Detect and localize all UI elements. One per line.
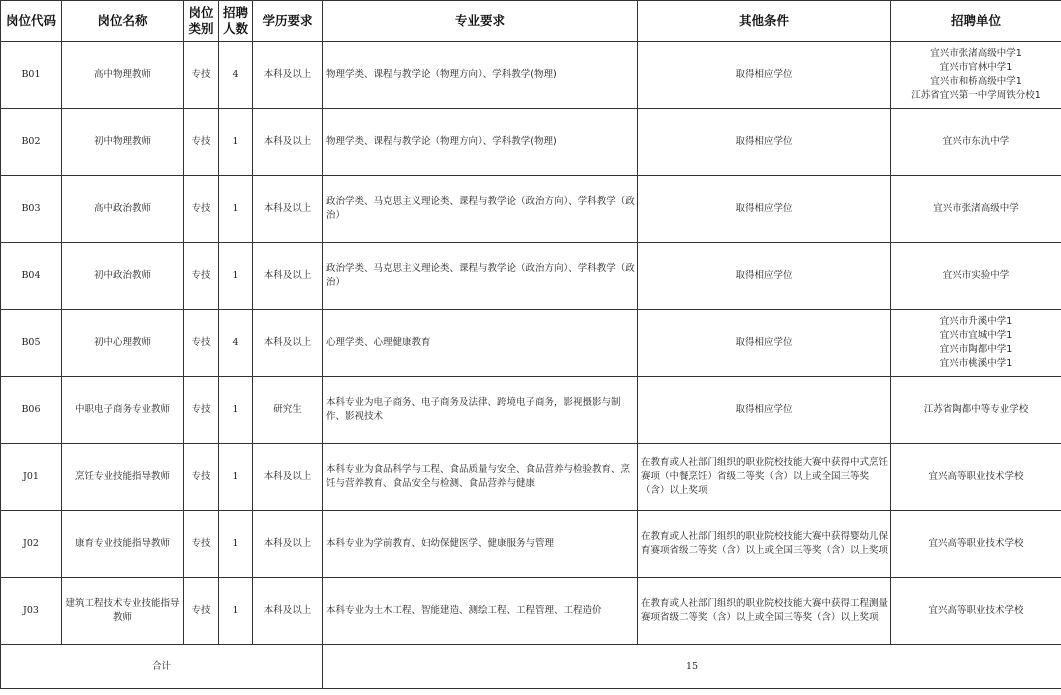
position-code: J01 bbox=[1, 444, 62, 511]
total-row bbox=[1, 645, 1061, 689]
header-name bbox=[62, 1, 184, 42]
hire-count: 1 bbox=[219, 578, 253, 645]
position-type: 专技 bbox=[184, 377, 219, 444]
table-row bbox=[1, 377, 1061, 444]
position-type: 专技 bbox=[184, 578, 219, 645]
education-requirement: 本科及以上 bbox=[253, 444, 323, 511]
hire-count: 1 bbox=[219, 511, 253, 578]
header-label: 专业要求 bbox=[454, 13, 505, 28]
major-requirement: 本科专业为食品科学与工程、食品质量与安全、食品营养与检验教育、烹饪与营养教育、食品安全与检测、食品营养与健康 bbox=[323, 444, 638, 511]
other-conditions: 在教育或人社部门组织的职业院校技能大赛中获得婴幼儿保育赛项省级二等奖（含）以上或全国三等奖（含）以上奖项 bbox=[638, 511, 891, 578]
header-unit bbox=[891, 1, 1061, 42]
position-name: 中职电子商务专业教师 bbox=[62, 377, 184, 444]
education-requirement: 研究生 bbox=[253, 377, 323, 444]
unit-line: 宜兴市东氿中学 bbox=[942, 136, 1010, 147]
table-row bbox=[1, 109, 1061, 176]
unit-line: 江苏省陶都中等专业学校 bbox=[923, 404, 1029, 415]
education-requirement: 本科及以上 bbox=[253, 109, 323, 176]
education-requirement: 本科及以上 bbox=[253, 310, 323, 377]
total-label: 合计 bbox=[1, 645, 323, 689]
position-name: 高中物理教师 bbox=[62, 42, 184, 109]
hire-count: 1 bbox=[219, 377, 253, 444]
unit-line: 宜兴市实验中学 bbox=[942, 270, 1010, 281]
position-type: 专技 bbox=[184, 243, 219, 310]
hiring-unit bbox=[891, 310, 1061, 377]
education-requirement: 本科及以上 bbox=[253, 511, 323, 578]
header-type bbox=[184, 1, 219, 42]
education-requirement: 本科及以上 bbox=[253, 243, 323, 310]
table-row bbox=[1, 511, 1061, 578]
hiring-unit bbox=[891, 176, 1061, 243]
table-row bbox=[1, 42, 1061, 109]
unit-line: 宜兴高等职业技术学校 bbox=[928, 471, 1024, 482]
hiring-unit bbox=[891, 42, 1061, 109]
other-conditions: 取得相应学位 bbox=[638, 243, 891, 310]
education-requirement: 本科及以上 bbox=[253, 578, 323, 645]
hiring-unit bbox=[891, 243, 1061, 310]
position-type: 专技 bbox=[184, 42, 219, 109]
position-type: 专技 bbox=[184, 109, 219, 176]
hire-count: 4 bbox=[219, 42, 253, 109]
position-code: B05 bbox=[1, 310, 62, 377]
position-type: 专技 bbox=[184, 444, 219, 511]
hiring-unit bbox=[891, 578, 1061, 645]
major-requirement: 政治学类、马克思主义理论类、课程与教学论（政治方向）、学科教学（政治） bbox=[323, 243, 638, 310]
hire-count: 1 bbox=[219, 176, 253, 243]
unit-line: 宜兴市张渚高级中学 bbox=[933, 203, 1019, 214]
header-label: 其他条件 bbox=[738, 13, 789, 28]
table-row bbox=[1, 176, 1061, 243]
table-row bbox=[1, 578, 1061, 645]
position-name: 初中心理教师 bbox=[62, 310, 184, 377]
hire-count: 4 bbox=[219, 310, 253, 377]
major-requirement: 政治学类、马克思主义理论类、课程与教学论（政治方向）、学科教学（政治） bbox=[323, 176, 638, 243]
other-conditions: 取得相应学位 bbox=[638, 109, 891, 176]
table-row bbox=[1, 243, 1061, 310]
hire-count: 1 bbox=[219, 109, 253, 176]
table-row bbox=[1, 310, 1061, 377]
other-conditions: 取得相应学位 bbox=[638, 42, 891, 109]
header-row bbox=[1, 1, 1061, 42]
unit-line: 宜兴市官林中学1 bbox=[939, 62, 1013, 73]
position-name: 高中政治教师 bbox=[62, 176, 184, 243]
major-requirement: 心理学类、心理健康教育 bbox=[323, 310, 638, 377]
unit-line: 江苏省宜兴第一中学周铁分校1 bbox=[911, 90, 1041, 101]
major-requirement: 本科专业为土木工程、智能建造、测绘工程、工程管理、工程造价 bbox=[323, 578, 638, 645]
education-requirement: 本科及以上 bbox=[253, 42, 323, 109]
other-conditions: 在教育或人社部门组织的职业院校技能大赛中获得中式烹饪赛项（中餐烹饪）省级二等奖（含）以上或全国三等奖（含）以上奖项 bbox=[638, 444, 891, 511]
unit-line: 宜兴市升溪中学1 bbox=[939, 316, 1013, 327]
major-requirement: 本科专业为电子商务、电子商务及法律、跨境电子商务，影视摄影与制作、影视技术 bbox=[323, 377, 638, 444]
hire-count: 1 bbox=[219, 444, 253, 511]
position-name: 初中物理教师 bbox=[62, 109, 184, 176]
position-name: 初中政治教师 bbox=[62, 243, 184, 310]
hiring-unit bbox=[891, 444, 1061, 511]
position-code: J02 bbox=[1, 511, 62, 578]
hiring-unit bbox=[891, 511, 1061, 578]
position-type: 专技 bbox=[184, 176, 219, 243]
header-other bbox=[638, 1, 891, 42]
hiring-unit bbox=[891, 377, 1061, 444]
unit-line: 宜兴市陶都中学1 bbox=[939, 344, 1013, 355]
position-code: B04 bbox=[1, 243, 62, 310]
position-code: B02 bbox=[1, 109, 62, 176]
position-code: J03 bbox=[1, 578, 62, 645]
other-conditions: 取得相应学位 bbox=[638, 176, 891, 243]
table-row bbox=[1, 444, 1061, 511]
header-label: 岗位代码 bbox=[5, 13, 56, 28]
total-value: 15 bbox=[323, 645, 1061, 689]
major-requirement: 物理学类、课程与教学论（物理方向）、学科教学(物理) bbox=[323, 42, 638, 109]
header-code bbox=[1, 1, 62, 42]
header-education bbox=[253, 1, 323, 42]
unit-line: 宜兴市桃溪中学1 bbox=[939, 358, 1013, 369]
education-requirement: 本科及以上 bbox=[253, 176, 323, 243]
other-conditions: 取得相应学位 bbox=[638, 310, 891, 377]
position-code: B01 bbox=[1, 42, 62, 109]
major-requirement: 本科专业为学前教育、妇幼保健医学、健康服务与管理 bbox=[323, 511, 638, 578]
header-count bbox=[219, 1, 253, 42]
header-label: 招聘 人数 bbox=[222, 5, 248, 36]
unit-line: 宜兴市和桥高级中学1 bbox=[930, 76, 1022, 87]
position-name: 建筑工程技术专业技能指导教师 bbox=[62, 578, 184, 645]
other-conditions: 在教育或人社部门组织的职业院校技能大赛中获得工程测量赛项省级二等奖（含）以上或全国三等奖（含）以上奖项 bbox=[638, 578, 891, 645]
position-code: B06 bbox=[1, 377, 62, 444]
header-label: 学历要求 bbox=[262, 13, 313, 28]
position-code: B03 bbox=[1, 176, 62, 243]
hire-count: 1 bbox=[219, 243, 253, 310]
unit-line: 宜兴市张渚高级中学1 bbox=[930, 48, 1022, 59]
header-label: 岗位 类别 bbox=[188, 5, 214, 36]
position-type: 专技 bbox=[184, 310, 219, 377]
unit-line: 宜兴市宜城中学1 bbox=[939, 330, 1013, 341]
header-label: 招聘单位 bbox=[950, 13, 1001, 28]
unit-line: 宜兴高等职业技术学校 bbox=[928, 538, 1024, 549]
position-name: 烹饪专业技能指导教师 bbox=[62, 444, 184, 511]
hiring-unit bbox=[891, 109, 1061, 176]
major-requirement: 物理学类、课程与教学论（物理方向）、学科教学(物理) bbox=[323, 109, 638, 176]
position-type: 专技 bbox=[184, 511, 219, 578]
header-label: 岗位名称 bbox=[97, 13, 148, 28]
unit-line: 宜兴高等职业技术学校 bbox=[928, 605, 1024, 616]
other-conditions: 取得相应学位 bbox=[638, 377, 891, 444]
position-name: 康育专业技能指导教师 bbox=[62, 511, 184, 578]
header-major bbox=[323, 1, 638, 42]
